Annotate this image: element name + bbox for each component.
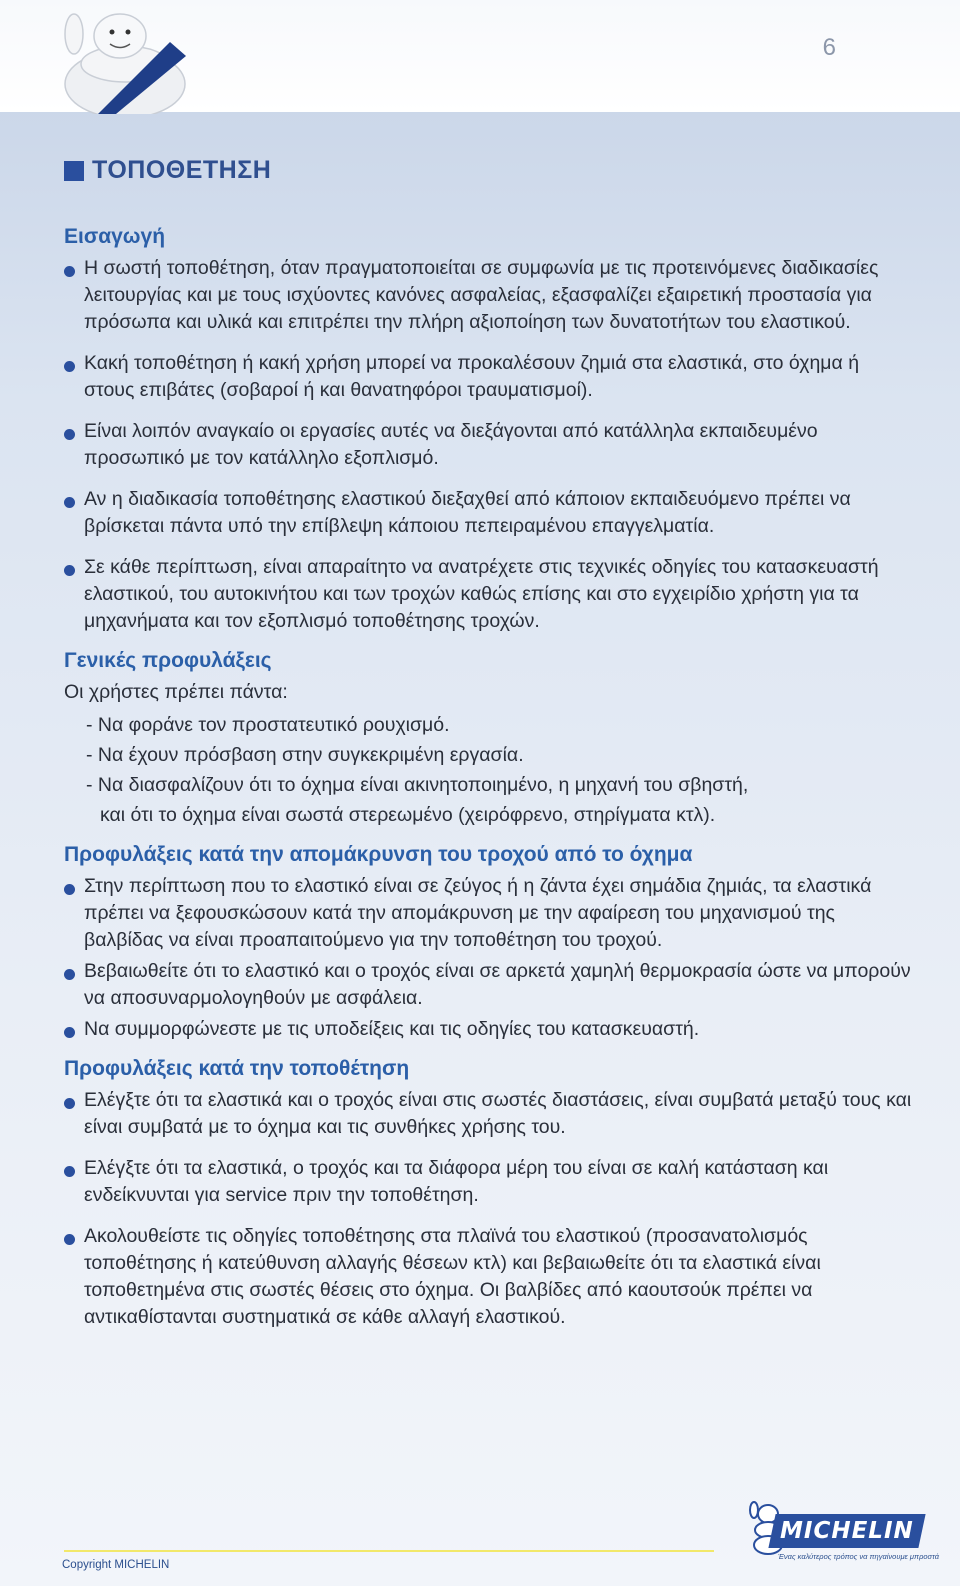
bullet-icon bbox=[64, 1234, 75, 1245]
section-square-icon bbox=[64, 161, 84, 181]
removal-bullet: Να συμμορφώνεστε με τις υποδείξεις και τις οδηγίες του κατασκευαστή. bbox=[64, 1016, 914, 1043]
intro-bullet: Η σωστή τοποθέτηση, όταν πραγματοποιείται σε συμφωνία με τις προτεινόμενες διαδικασίες λειτουργίας και με τους ισχύοντες κανόνες ασφαλείας, εξασφαλίζει εξαιρετική προστασία για πρόσωπα και υλικά και επιτρέπει την πλήρη αξιοποίηση των δυνατοτήτων του ελαστικού. bbox=[64, 255, 914, 336]
general-item: - Να φοράνε τον προστατευτικό ρουχισμό. bbox=[86, 714, 450, 736]
general-item: - Να διασφαλίζουν ότι το όχημα είναι ακινητοποιημένο, η μηχανή του σβηστή, bbox=[86, 774, 749, 796]
mounting-bullet: Ελέγξτε ότι τα ελαστικά και ο τροχός είναι στις σωστές διαστάσεις, είναι συμβατά μεταξύ τους και είναι συμβατά με το όχημα και τις συνθήκες χρήσης του. bbox=[64, 1087, 914, 1141]
intro-bullet: Σε κάθε περίπτωση, είναι απαραίτητο να ανατρέχετε στις τεχνικές οδηγίες του κατασκευαστή ελαστικού, του αυτοκινήτου και των τροχών καθώς επίσης και στο εγχειρίδιο χρήστη για τα μηχανήματα και τον εξοπλισμό τοποθέτησης τροχών. bbox=[64, 554, 914, 635]
michelin-man-mascot bbox=[50, 6, 200, 114]
bullet-icon bbox=[64, 565, 75, 576]
footer-divider bbox=[64, 1550, 714, 1552]
bullet-icon bbox=[64, 969, 75, 980]
bullet-icon bbox=[64, 361, 75, 372]
removal-bullet: Βεβαιωθείτε ότι το ελαστικό και ο τροχός είναι σε αρκετά χαμηλή θερμοκρασία ώστε να μπορούν να αποσυναρμολογηθούν με ασφάλεια. bbox=[64, 958, 914, 1012]
intro-bullet: Αν η διαδικασία τοποθέτησης ελαστικού διεξαχθεί από κάποιον εκπαιδευόμενο πρέπει να βρίσκεται πάντα υπό την επίβλεψη κάποιου πεπειραμένου επαγγελματία. bbox=[64, 486, 914, 540]
copyright: Copyright MICHELIN bbox=[62, 1559, 170, 1571]
logo-text: MICHELIN bbox=[780, 1518, 914, 1544]
bullet-icon bbox=[64, 884, 75, 895]
bullet-icon bbox=[64, 497, 75, 508]
bullet-icon bbox=[64, 429, 75, 440]
logo-tagline: Ένας καλύτερος τρόπος να πηγαίνουμε μπροστά bbox=[778, 1552, 940, 1561]
section-title-text: ΤΟΠΟΘΕΤΗΣΗ bbox=[92, 156, 272, 184]
intro-bullet: Είναι λοιπόν αναγκαίο οι εργασίες αυτές να διεξάγονται από κατάλληλα εκπαιδευμένο προσωπικό με τον κατάλληλο εξοπλισμό. bbox=[64, 418, 914, 472]
bullet-icon bbox=[64, 1166, 75, 1177]
page-number: 6 bbox=[822, 34, 836, 61]
bullet-icon bbox=[64, 266, 75, 277]
general-item: - Να έχουν πρόσβαση στην συγκεκριμένη εργασία. bbox=[86, 744, 524, 766]
mounting-bullet: Ακολουθείστε τις οδηγίες τοποθέτησης στα πλαϊνά του ελαστικού (προσανατολισμός τοποθέτησης ή κατεύθυνση αλλαγής θέσεων κτλ) και βεβαιωθείτε ότι τα ελαστικά είναι τοποθετημένα στις σωστές θέσεις στο όχημα. Οι βαλβίδες από καουτσούκ πρέπει να αντικαθίστανται συστηματικά σε κάθε αλλαγή ελαστικού. bbox=[64, 1223, 914, 1331]
intro-heading: Εισαγωγή bbox=[64, 225, 166, 248]
michelin-logo bbox=[748, 1500, 940, 1570]
content bbox=[64, 150, 914, 1345]
general-lead: Οι χρήστες πρέπει πάντα: bbox=[64, 681, 288, 703]
general-heading: Γενικές προφυλάξεις bbox=[64, 649, 272, 672]
mounting-heading: Προφυλάξεις κατά την τοποθέτηση bbox=[64, 1057, 410, 1080]
bullet-icon bbox=[64, 1027, 75, 1038]
general-item: και ότι το όχημα είναι σωστά στερεωμένο (χειρόφρενο, στηρίγματα κτλ). bbox=[100, 804, 716, 826]
removal-heading: Προφυλάξεις κατά την απομάκρυνση του τροχού από το όχημα bbox=[64, 843, 693, 866]
bullet-icon bbox=[64, 1098, 75, 1109]
intro-bullet: Κακή τοποθέτηση ή κακή χρήση μπορεί να προκαλέσουν ζημιά στα ελαστικά, στο όχημα ή στους επιβάτες (σοβαροί ή και θανατηφόροι τραυματισμοί). bbox=[64, 350, 914, 404]
mounting-bullet: Ελέγξτε ότι τα ελαστικά, ο τροχός και τα διάφορα μέρη του είναι σε καλή κατάσταση και ενδείκνυνται για service πριν την τοποθέτηση. bbox=[64, 1155, 914, 1209]
section-title bbox=[64, 156, 914, 185]
removal-bullet: Στην περίπτωση που το ελαστικό είναι σε ζεύγος ή η ζάντα έχει σημάδια ζημιάς, τα ελαστικά πρέπει να ξεφουσκώσουν κατά την απομάκρυνση με την αφαίρεση του μηχανισμού της βαλβίδας να είναι προαπαιτούμενο για την τοποθέτηση του τροχού. bbox=[64, 873, 914, 954]
